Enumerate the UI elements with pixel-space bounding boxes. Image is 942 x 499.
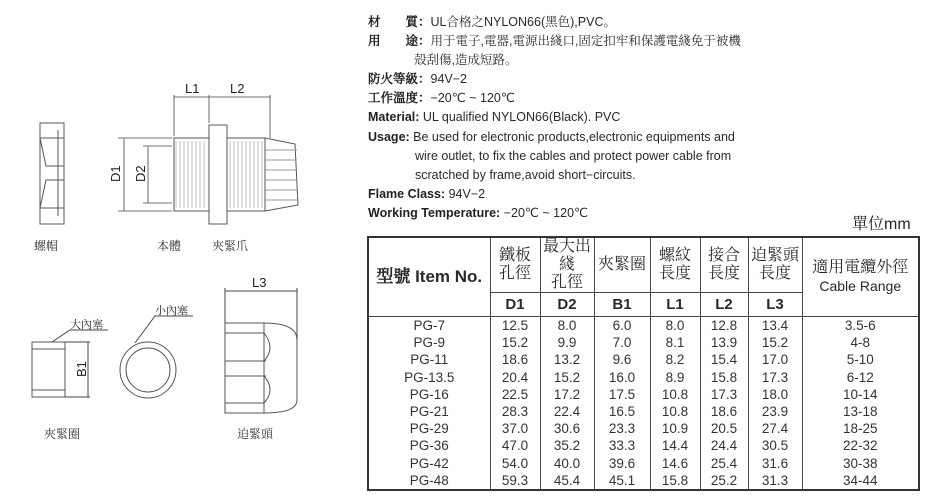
cell-l3: 31.3 (748, 472, 802, 490)
spec-label: 材 質： (368, 15, 431, 29)
cell-d2: 35.2 (540, 437, 594, 454)
cell-b1: 33.3 (594, 437, 650, 454)
caption-nut: 螺帽 (34, 239, 59, 253)
spec-value: −20℃ ~ 120℃ (503, 205, 589, 220)
cell-b1: 45.1 (594, 472, 650, 490)
cell-d1: 22.5 (490, 386, 540, 403)
header-d2: D2 (540, 293, 594, 317)
cell-b1: 16.0 (594, 369, 650, 386)
table-row (368, 369, 919, 386)
spec-value: 用于電子,電器,電源出綫口,固定扣牢和保護電綫免于被機 (430, 34, 741, 49)
cell-l2: 12.8 (700, 317, 748, 335)
cell-l1: 8.1 (650, 334, 700, 351)
spec-label: 用 途： (368, 34, 431, 49)
cell-d1: 18.6 (490, 351, 540, 368)
cell-l2: 17.3 (700, 386, 748, 403)
cell-item-no: PG-36 (368, 437, 490, 454)
cell-d1: 15.2 (490, 334, 540, 351)
cell-l3: 17.3 (748, 369, 802, 386)
cell-l2: 25.2 (700, 472, 748, 490)
spec-value: wire outlet, to fix the cables and protect power cable from (415, 148, 732, 163)
cell-cable-range: 34-44 (802, 472, 919, 490)
cell-item-no: PG-9 (368, 334, 490, 351)
cell-l2: 18.6 (700, 403, 748, 420)
header-l1-zh: 螺紋 長度 (650, 237, 700, 293)
spec-list (368, 13, 848, 223)
cell-l1: 8.0 (650, 317, 700, 335)
spec-value: Be used for electronic products,electronic equipments and (413, 129, 735, 144)
spec-label: 工作溫度： (368, 91, 431, 106)
dim-l1: L1 (185, 81, 200, 96)
label-large-insert: 大內塞 (70, 319, 103, 331)
cell-cable-range: 18-25 (802, 420, 919, 437)
spec-value: 94V−2 (430, 72, 468, 87)
spec-label: Usage: (368, 129, 410, 144)
cell-l1: 14.6 (650, 455, 700, 472)
cell-b1: 17.5 (594, 386, 650, 403)
cell-d1: 28.3 (490, 403, 540, 420)
cell-b1: 39.6 (594, 455, 650, 472)
unit-label: 單位mm (852, 216, 911, 233)
spec-value: UL合格之NYLON66(黑色),PVC。 (430, 15, 616, 29)
header-cable-range (802, 237, 919, 317)
cell-l3: 30.5 (748, 437, 802, 454)
cell-b1: 7.0 (594, 334, 650, 351)
cell-b1: 9.6 (594, 351, 650, 368)
cell-l2: 25.4 (700, 455, 748, 472)
cell-l2: 20.5 (700, 420, 748, 437)
cell-d2: 22.4 (540, 403, 594, 420)
cell-item-no: PG-42 (368, 455, 490, 472)
table-row (368, 351, 919, 368)
header-cable-en: Cable Range (819, 278, 902, 294)
caption-dome-nut: 迫緊頭 (237, 427, 274, 441)
cell-item-no: PG-21 (368, 403, 490, 420)
cell-item-no: PG-29 (368, 420, 490, 437)
table-row (368, 386, 919, 403)
cell-d1: 47.0 (490, 437, 540, 454)
spec-label: Working Temperature: (368, 205, 501, 220)
cell-item-no: PG-7 (368, 317, 490, 335)
dim-d1: D1 (108, 165, 123, 182)
cell-item-no: PG-11 (368, 351, 490, 368)
cell-d1: 59.3 (490, 472, 540, 490)
header-d2-zh: 最大出綫 孔徑 (540, 237, 594, 293)
spec-label: Flame Class: (368, 186, 446, 201)
header-d1: D1 (490, 293, 540, 317)
cell-l2: 13.9 (700, 334, 748, 351)
cell-l1: 10.8 (650, 386, 700, 403)
header-l2-zh: 接合 長度 (700, 237, 748, 293)
cell-l3: 15.2 (748, 334, 802, 351)
cell-cable-range: 30-38 (802, 455, 919, 472)
cell-l3: 31.6 (748, 455, 802, 472)
dim-l3: L3 (252, 275, 267, 290)
cell-d2: 9.9 (540, 334, 594, 351)
table-row (368, 472, 919, 490)
spec-table (367, 236, 920, 491)
cell-item-no: PG-48 (368, 472, 490, 490)
spec-value: −20℃ ~ 120℃ (430, 91, 515, 106)
spec-value: 94V−2 (448, 186, 486, 201)
cell-l1: 14.4 (650, 437, 700, 454)
dim-l2: L2 (230, 81, 245, 96)
table-row (368, 317, 919, 335)
cell-l3: 13.4 (748, 317, 802, 335)
spec-label: 防火等級： (368, 72, 431, 87)
cell-l3: 23.9 (748, 403, 802, 420)
cell-d2: 8.0 (540, 317, 594, 335)
cell-cable-range: 4-8 (802, 334, 919, 351)
cell-b1: 23.3 (594, 420, 650, 437)
label-small-insert: 小內塞 (155, 305, 188, 317)
cell-l3: 27.4 (748, 420, 802, 437)
nut-drawing (40, 123, 64, 224)
cell-d1: 12.5 (490, 317, 540, 335)
cell-b1: 16.5 (594, 403, 650, 420)
cell-cable-range: 3.5-6 (802, 317, 919, 335)
spec-value: 殻刮傷,造成短路。 (414, 53, 518, 68)
cell-d2: 30.6 (540, 420, 594, 437)
table-row (368, 455, 919, 472)
cell-d2: 17.2 (540, 386, 594, 403)
cell-d2: 13.2 (540, 351, 594, 368)
cell-l1: 8.9 (650, 369, 700, 386)
dome-nut-drawing (225, 288, 297, 413)
header-b1-zh: 夾緊圈 (594, 237, 650, 293)
table-row (368, 403, 919, 420)
caption-body: 本體 (157, 239, 182, 253)
cell-l1: 8.2 (650, 351, 700, 368)
cell-l2: 15.8 (700, 369, 748, 386)
caption-claw: 夾緊爪 (212, 239, 249, 253)
cell-d2: 45.4 (540, 472, 594, 490)
header-l1: L1 (650, 293, 700, 317)
dim-d2: D2 (133, 165, 148, 182)
cell-item-no: PG-16 (368, 386, 490, 403)
cell-d1: 37.0 (490, 420, 540, 437)
cell-l2: 15.4 (700, 351, 748, 368)
header-item-no: 型號 Item No. (368, 237, 490, 317)
table-row (368, 437, 919, 454)
spec-value: scratched by frame,avoid short−circuits. (415, 167, 636, 182)
cell-d1: 54.0 (490, 455, 540, 472)
body-drawing (174, 125, 298, 224)
header-l2: L2 (700, 293, 748, 317)
spec-label: Material: (368, 110, 420, 125)
cell-l3: 18.0 (748, 386, 802, 403)
header-d1-zh: 鐵板 孔徑 (490, 237, 540, 293)
cell-d2: 40.0 (540, 455, 594, 472)
cell-l1: 15.8 (650, 472, 700, 490)
cell-l1: 10.8 (650, 403, 700, 420)
cell-item-no: PG-13.5 (368, 369, 490, 386)
cell-d2: 15.2 (540, 369, 594, 386)
cell-l2: 24.4 (700, 437, 748, 454)
header-l3-zh: 迫緊頭 長度 (748, 237, 802, 293)
table-row (368, 420, 919, 437)
cell-l1: 10.9 (650, 420, 700, 437)
dim-b1: B1 (74, 361, 89, 377)
cell-cable-range: 13-18 (802, 403, 919, 420)
table-row (368, 334, 919, 351)
cell-cable-range: 5-10 (802, 351, 919, 368)
spec-value: UL qualified NYLON66(Black). PVC (422, 110, 621, 125)
header-b1: B1 (594, 293, 650, 317)
caption-seal-ring: 夾緊圈 (44, 427, 81, 441)
cell-d1: 20.4 (490, 369, 540, 386)
cell-l3: 17.0 (748, 351, 802, 368)
cell-cable-range: 22-32 (802, 437, 919, 454)
seal-ring-drawing (32, 316, 193, 398)
cell-cable-range: 6-12 (802, 369, 919, 386)
header-cable-zh: 適用電纜外徑 (812, 259, 909, 276)
header-l3: L3 (748, 293, 802, 317)
cell-b1: 6.0 (594, 317, 650, 335)
cell-cable-range: 10-14 (802, 386, 919, 403)
